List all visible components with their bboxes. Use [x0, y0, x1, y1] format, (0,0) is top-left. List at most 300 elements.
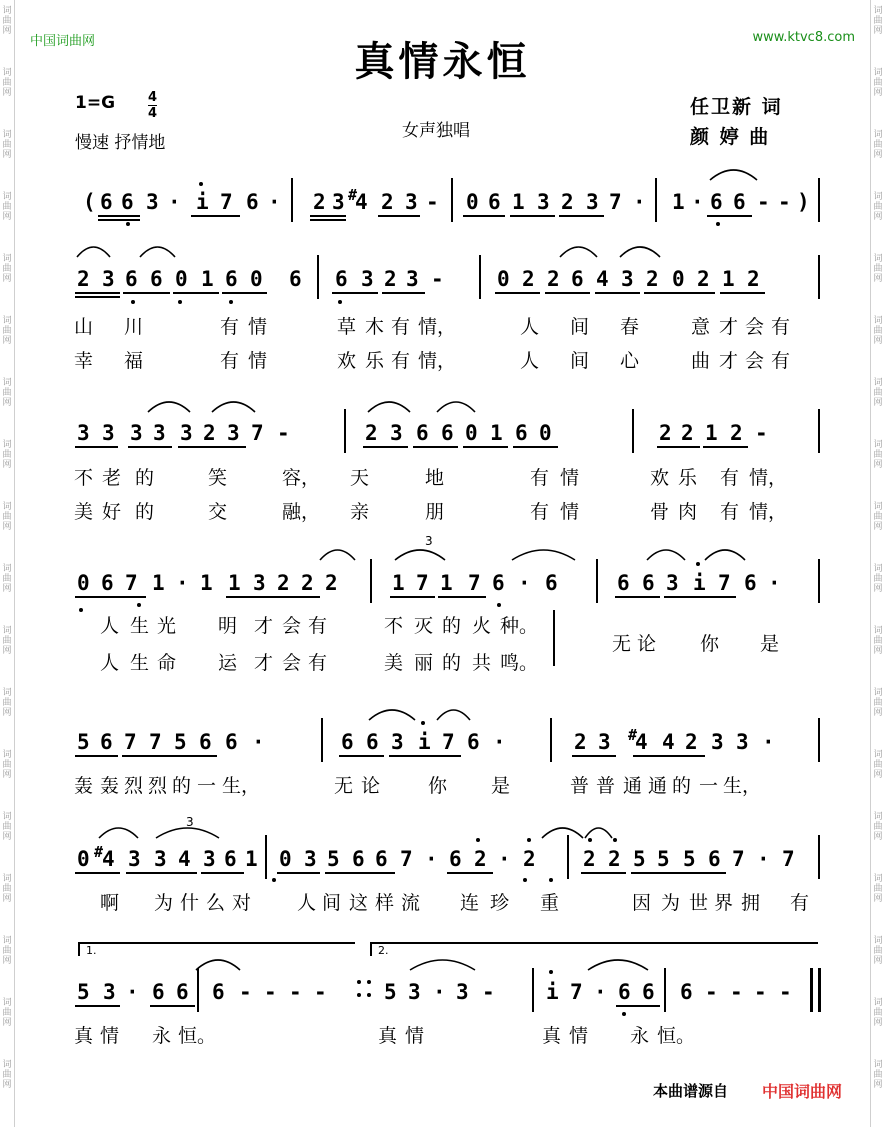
note-number: 3	[361, 267, 374, 291]
volta-label: 2.	[378, 944, 389, 957]
note-number: 3	[621, 267, 634, 291]
note-number: 5	[174, 730, 187, 754]
lyric-syllable: 有	[220, 350, 240, 372]
note-number: 5	[384, 980, 397, 1004]
beam-line	[691, 596, 736, 598]
beam-line	[616, 1005, 660, 1007]
lyric-syllable: 有	[720, 501, 740, 523]
note-number: 6	[710, 190, 723, 214]
note-number: 6	[571, 267, 584, 291]
site-name-link[interactable]: 中国词曲网	[30, 34, 96, 49]
beam-line	[413, 446, 458, 448]
augmentation-dot: ·	[757, 847, 770, 871]
beam-line	[222, 292, 267, 294]
note-number: 7	[416, 571, 429, 595]
note-number: 0	[497, 267, 510, 291]
lyric-syllable: 心	[620, 350, 640, 372]
lyric-syllable: 老	[102, 467, 122, 489]
beam-line	[495, 292, 540, 294]
volta-bracket-end	[78, 942, 80, 956]
note-number: 6	[441, 421, 454, 445]
dash-extension: -	[705, 980, 718, 1004]
watermark-text: 词 曲 网	[873, 688, 883, 718]
dash-extension: -	[277, 421, 290, 445]
lyric-syllable: 骨	[650, 501, 670, 523]
note-number: 6	[152, 980, 165, 1004]
note-number: 0	[77, 847, 90, 871]
note-number: i	[546, 980, 559, 1004]
lyric-syllable: 的	[442, 615, 462, 637]
note-number: 6	[515, 421, 528, 445]
beam-line	[201, 872, 244, 874]
lower-octave-dot	[549, 878, 553, 882]
slur-arc	[369, 710, 415, 720]
note-number: 3	[102, 421, 115, 445]
beam-line	[559, 215, 604, 217]
beam-line	[173, 292, 219, 294]
augmentation-dot: ·	[176, 571, 189, 595]
lyric-syllable: 轰	[74, 775, 94, 797]
triplet-marker: 3	[186, 815, 194, 829]
note-number: 5	[657, 847, 670, 871]
slur-arc	[196, 960, 240, 970]
note-number: 6	[176, 980, 189, 1004]
beam-line	[545, 292, 590, 294]
watermark-text: 词 曲 网	[2, 6, 12, 36]
beam-line	[75, 296, 120, 298]
lower-octave-dot	[229, 300, 233, 304]
note-number: 7	[718, 571, 731, 595]
beam-line	[75, 755, 118, 757]
beam-line	[513, 446, 558, 448]
lyric-syllable: 才	[254, 652, 274, 674]
note-number: 7	[220, 190, 233, 214]
slur-arc	[512, 550, 575, 560]
note-number: 3	[666, 571, 679, 595]
lyric-syllable: 连	[460, 892, 480, 914]
note-number: 3	[586, 190, 599, 214]
lyric-syllable: 共	[472, 652, 492, 674]
note-number: 5	[327, 847, 340, 871]
beam-line	[75, 292, 120, 294]
beam-line	[572, 755, 616, 757]
note-number: 6	[121, 190, 134, 214]
volta-bracket	[78, 942, 355, 944]
lyric-syllable: 是	[760, 633, 780, 655]
slur-arc	[588, 960, 648, 970]
note-number: 1	[672, 190, 685, 214]
note-number: 2	[474, 847, 487, 871]
watermark-text: 词 曲 网	[2, 874, 12, 904]
lyric-syllable: 笑	[208, 467, 228, 489]
note-number: 3	[227, 421, 240, 445]
beam-line	[390, 596, 435, 598]
lyric-syllable: 乐	[365, 350, 385, 372]
lyric-syllable: 命	[157, 652, 177, 674]
note-number: 3	[598, 730, 611, 754]
lyric-syllable: 生	[130, 652, 150, 674]
lyric-syllable: 人	[100, 652, 120, 674]
note-number: 1	[245, 847, 258, 871]
beam-line	[510, 215, 555, 217]
beam-line	[416, 755, 461, 757]
note-number: 0	[672, 267, 685, 291]
note-number: 6	[289, 267, 302, 291]
slur-arc	[77, 247, 110, 257]
augmentation-dot: ·	[126, 980, 139, 1004]
beam-line	[447, 872, 493, 874]
lyric-syllable: 美	[74, 501, 94, 523]
note-number: 6	[488, 190, 501, 214]
watermark-text: 词 曲 网	[2, 502, 12, 532]
song-title: 真情永恒	[354, 39, 531, 85]
note-number: 6	[125, 267, 138, 291]
note-number: 1	[490, 421, 503, 445]
slur-arc	[320, 550, 355, 560]
watermark-text: 词 曲 网	[873, 192, 883, 222]
note-number: 3	[154, 847, 167, 871]
beam-line	[332, 292, 378, 294]
note-number: 1	[512, 190, 525, 214]
watermark-text: 词 曲 网	[873, 254, 883, 284]
watermark-text: 词 曲 网	[2, 936, 12, 966]
watermark-text: 词 曲 网	[2, 998, 12, 1028]
bar-line	[197, 968, 199, 1012]
dash-extension: -	[264, 980, 277, 1004]
beam-line	[75, 596, 146, 598]
bar-line	[265, 835, 267, 879]
lyric-syllable: 一	[699, 775, 719, 797]
lyric-syllable: 好	[102, 501, 122, 523]
note-number: 6	[199, 730, 212, 754]
beam-line	[681, 872, 726, 874]
note-number: 2	[697, 267, 710, 291]
dash-extension: -	[289, 980, 302, 1004]
lyric-syllable: 的	[135, 467, 155, 489]
left-watermark-strip	[0, 0, 15, 1127]
augmentation-dot: ·	[168, 190, 181, 214]
note-number: 2	[574, 730, 587, 754]
note-number: 1	[152, 571, 165, 595]
lyric-syllable: 火	[472, 615, 492, 637]
lyric-syllable: 草	[337, 316, 357, 338]
lyric-syllable: 有	[391, 350, 411, 372]
note-number: 3	[153, 421, 166, 445]
note-number: 3	[736, 730, 749, 754]
watermark-text: 词 曲 网	[2, 812, 12, 842]
note-number: 6	[225, 730, 238, 754]
lyric-syllable: 乐	[678, 467, 698, 489]
lyric-syllable: 有	[530, 467, 550, 489]
note-number: 7	[124, 730, 137, 754]
lyric-syllable: 才	[254, 615, 274, 637]
note-number: 1	[440, 571, 453, 595]
dash-extension: -	[779, 980, 792, 1004]
note-number: 6	[708, 847, 721, 871]
dash-extension: -	[730, 980, 743, 1004]
lyric-syllable: 光	[157, 615, 177, 637]
lyric-syllable: 有	[220, 316, 240, 338]
bar-line	[810, 968, 813, 1012]
lyric-syllable: 对	[232, 892, 252, 914]
note-number: 3	[102, 267, 115, 291]
note-number: 7	[400, 847, 413, 871]
note-number: 2	[365, 421, 378, 445]
note-number: 6	[416, 421, 429, 445]
bar-line	[818, 718, 820, 762]
note-number: 6	[545, 571, 558, 595]
lyric-syllable: 情	[248, 316, 268, 338]
lyric-syllable: 啊	[100, 892, 120, 914]
beam-line	[75, 872, 120, 874]
note-number: 6	[642, 980, 655, 1004]
slur-arc	[437, 402, 475, 412]
lyric-syllable: 有	[308, 652, 328, 674]
note-number: 2	[608, 847, 621, 871]
note-number: 1	[200, 571, 213, 595]
note-number: 6	[449, 847, 462, 871]
lyric-syllable: 情，	[418, 350, 457, 372]
slur-arc	[647, 550, 685, 560]
note-number: 6	[733, 190, 746, 214]
watermark-text: 词 曲 网	[2, 378, 12, 408]
bar-line	[818, 968, 821, 1012]
time-numerator: 4	[148, 90, 158, 105]
beam-line	[378, 215, 420, 217]
lyric-syllable: 会	[282, 615, 302, 637]
note-number: 6	[101, 571, 114, 595]
note-number: 7	[149, 730, 162, 754]
lyric-syllable: 么	[206, 892, 226, 914]
beam-line	[75, 1005, 120, 1007]
dash-extension: -	[778, 190, 791, 214]
notation-row	[0, 976, 885, 1010]
note-number: i	[418, 730, 431, 754]
note-number: 3	[146, 190, 159, 214]
volta-bracket	[370, 942, 818, 944]
augmentation-dot: ·	[633, 190, 646, 214]
augmentation-dot: ·	[518, 571, 531, 595]
note-number: 1	[722, 267, 735, 291]
note-number: 2	[523, 847, 536, 871]
lyric-syllable: 论	[361, 775, 381, 797]
note-number: 2	[685, 730, 698, 754]
lyric-syllable: 容，	[282, 467, 321, 489]
note-number: 6	[744, 571, 757, 595]
note-number: 2	[583, 847, 596, 871]
beam-line	[707, 215, 752, 217]
lyric-syllable: 恒。	[178, 1025, 217, 1047]
beam-line	[152, 872, 197, 874]
beam-line	[595, 292, 640, 294]
note-number: 6	[212, 980, 225, 1004]
note-number: i	[693, 571, 706, 595]
note-number: 3	[408, 980, 421, 1004]
beam-line	[615, 596, 660, 598]
note-number: #	[94, 843, 104, 861]
watermark-text: 词 曲 网	[873, 502, 883, 532]
lyric-syllable: 拥	[741, 892, 761, 914]
note-number: 6	[352, 847, 365, 871]
lyric-syllable: 间	[570, 350, 590, 372]
bar-line	[818, 178, 820, 222]
augmentation-dot: ·	[425, 847, 438, 871]
lyric-syllable: 情	[560, 501, 580, 523]
volta-label: 1.	[86, 944, 97, 957]
beam-line	[438, 596, 486, 598]
watermark-text: 词 曲 网	[2, 254, 12, 284]
lyric-syllable: 珍	[490, 892, 510, 914]
note-number: 0	[465, 421, 478, 445]
note-number: 3	[406, 267, 419, 291]
lyric-syllable: 种。	[500, 615, 539, 637]
beam-line	[172, 755, 217, 757]
note-number: 6	[618, 980, 631, 1004]
note-number: 3	[77, 421, 90, 445]
beam-line	[463, 446, 508, 448]
note-number: 0	[250, 267, 263, 291]
upper-octave-dot	[588, 838, 592, 842]
lower-octave-dot	[137, 603, 141, 607]
watermark-text: 词 曲 网	[2, 564, 12, 594]
bar-line	[567, 835, 569, 879]
lyric-syllable: 重	[540, 892, 560, 914]
lyric-syllable: 有	[771, 350, 791, 372]
watermark-text: 词 曲 网	[2, 750, 12, 780]
lyric-syllable: 欢	[337, 350, 357, 372]
note-number: 6	[680, 980, 693, 1004]
note-number: 5	[77, 980, 90, 1004]
lyric-syllable: 界	[714, 892, 734, 914]
beam-line	[720, 292, 765, 294]
dash-extension: -	[754, 980, 767, 1004]
note-number: 6	[642, 571, 655, 595]
note-number: 6	[492, 571, 505, 595]
beam-line	[123, 292, 170, 294]
augmentation-dot: ·	[498, 847, 511, 871]
note-number: 1	[705, 421, 718, 445]
note-number: #	[348, 186, 358, 204]
lyric-syllable: 人	[297, 892, 317, 914]
note-number: 2	[301, 571, 314, 595]
beam-line	[98, 215, 140, 217]
lyric-syllable: 人	[520, 350, 540, 372]
slur-arc	[368, 402, 410, 412]
lyric-syllable: 生，	[723, 775, 762, 797]
lyric-syllable: 明	[218, 615, 238, 637]
lyric-syllable: 才	[719, 350, 739, 372]
lower-octave-dot	[126, 222, 130, 226]
augmentation-dot: ·	[493, 730, 506, 754]
bar-line	[818, 409, 820, 453]
lyric-syllable: 世	[689, 892, 709, 914]
lyric-syllable: 无	[612, 633, 632, 655]
note-number: 2	[325, 571, 338, 595]
lyric-syllable: 烈	[124, 775, 144, 797]
source-site-link[interactable]: 中国词曲网	[762, 1082, 843, 1101]
beam-line	[98, 219, 140, 221]
beam-line	[191, 215, 240, 217]
watermark-text: 词 曲 网	[873, 936, 883, 966]
slur-arc	[705, 550, 745, 560]
lyric-syllable: 川	[124, 316, 144, 338]
watermark-text: 词 曲 网	[2, 626, 12, 656]
site-url-link[interactable]: www.ktvc8.com	[752, 30, 855, 45]
note-number: 3	[390, 421, 403, 445]
lyric-syllable: 你	[428, 775, 448, 797]
lyric-syllable: 天	[350, 467, 370, 489]
beam-line	[703, 446, 748, 448]
bar-line	[344, 409, 346, 453]
note-number: 0	[466, 190, 479, 214]
watermark-text: 词 曲 网	[2, 192, 12, 222]
repeat-dot	[357, 980, 361, 984]
note-number: 0	[77, 571, 90, 595]
slur-arc	[395, 550, 445, 560]
note-number: 7	[782, 847, 795, 871]
lyric-syllable: 才	[719, 316, 739, 338]
bar-line	[370, 559, 372, 603]
note-number: 1	[228, 571, 241, 595]
slur-arc	[99, 828, 138, 838]
bar-line	[479, 255, 481, 299]
note-number: 3	[405, 190, 418, 214]
note-number: 0	[539, 421, 552, 445]
lower-octave-dot	[716, 222, 720, 226]
lyric-syllable: 情	[405, 1025, 425, 1047]
lyric-syllable: 曲	[691, 350, 711, 372]
lyric-syllable: 通	[623, 775, 643, 797]
beam-line	[339, 755, 384, 757]
dash-extension: -	[239, 980, 252, 1004]
augmentation-dot: ·	[762, 730, 775, 754]
lower-octave-dot	[622, 1012, 626, 1016]
time-denominator: 4	[148, 106, 158, 121]
lyric-syllable: 轰	[100, 775, 120, 797]
lyric-syllable: 山	[74, 316, 94, 338]
lyric-syllable: 情，	[418, 316, 457, 338]
note-number: 4	[635, 730, 648, 754]
lyric-syllable: 情，	[749, 467, 788, 489]
watermark-text: 词 曲 网	[873, 440, 883, 470]
note-number: 6	[341, 730, 354, 754]
watermark-text: 词 曲 网	[2, 440, 12, 470]
note-number: 2	[730, 421, 743, 445]
watermark-text: 词 曲 网	[873, 378, 883, 408]
note-number: 4	[355, 190, 368, 214]
lyric-syllable: 情	[248, 350, 268, 372]
lyric-syllable: 有	[790, 892, 810, 914]
repeat-dot	[367, 993, 371, 997]
note-number: 7	[468, 571, 481, 595]
lyric-syllable: 欢	[650, 467, 670, 489]
upper-octave-dot	[549, 970, 553, 974]
note-number: 6	[150, 267, 163, 291]
note-number: 3	[203, 847, 216, 871]
lyric-syllable: 地	[425, 467, 445, 489]
note-number: 3	[456, 980, 469, 1004]
slur-arc	[710, 170, 757, 180]
lyric-syllable: 幸	[74, 350, 94, 372]
right-watermark-strip	[870, 0, 885, 1127]
note-number: 7	[125, 571, 138, 595]
note-number: 2	[681, 421, 694, 445]
slur-arc	[620, 247, 660, 257]
bar-line	[632, 409, 634, 453]
lyric-syllable: 一	[197, 775, 217, 797]
note-number: 2	[646, 267, 659, 291]
note-number: 7	[251, 421, 264, 445]
